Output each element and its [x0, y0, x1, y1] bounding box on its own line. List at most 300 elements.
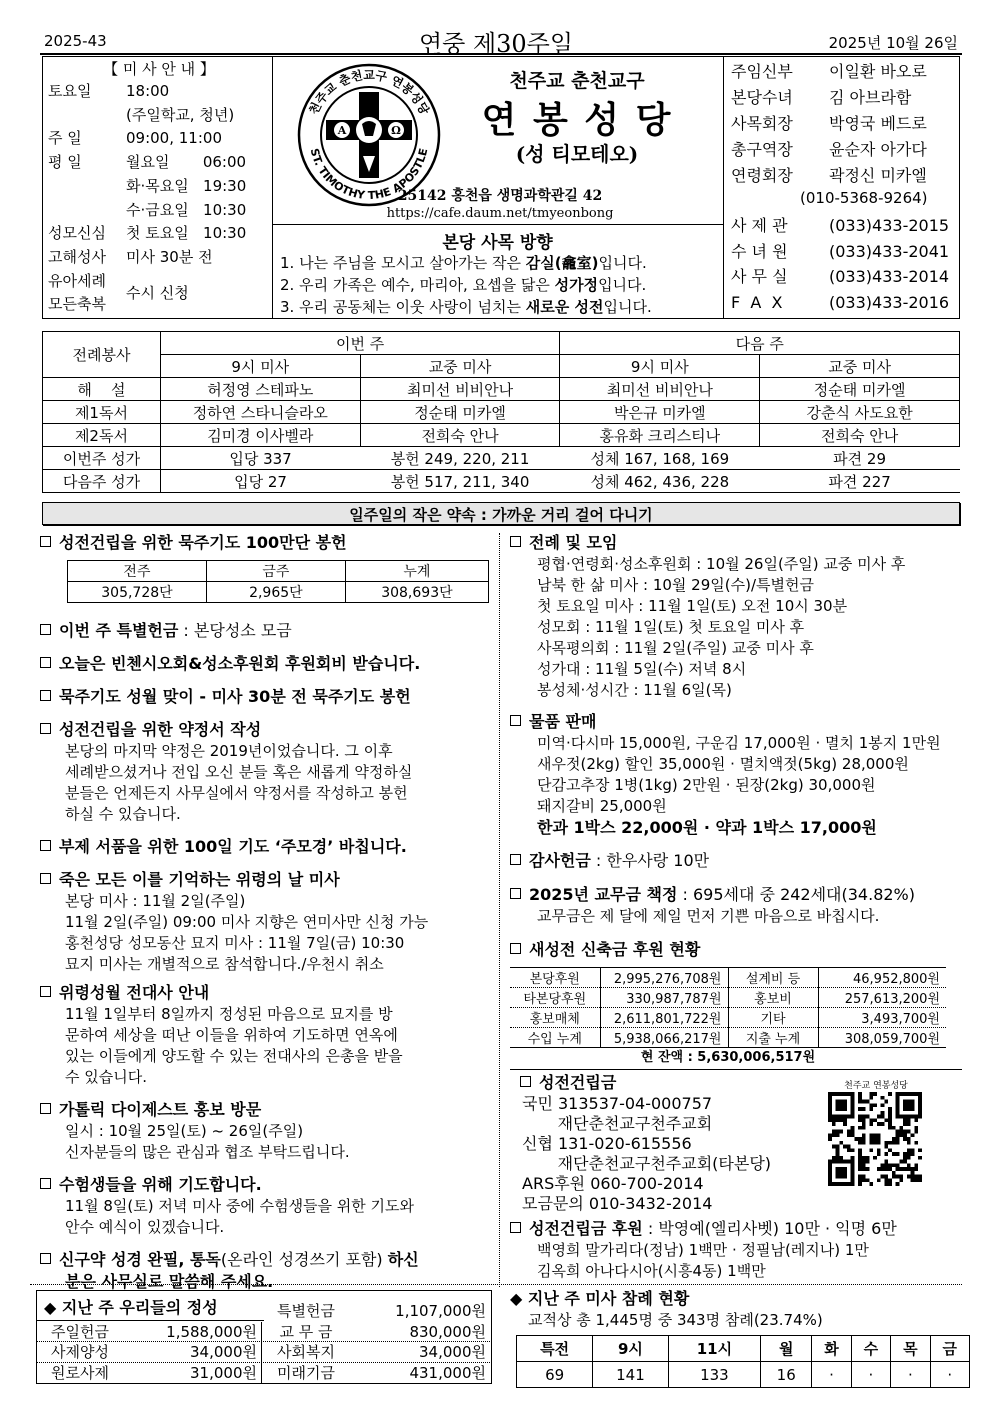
staff-name: 박영국 베드로 [829, 114, 927, 133]
mass-row-value: (주일학교, 청년) [126, 105, 235, 124]
qr-caption: 천주교 연봉성당 [844, 1081, 908, 1091]
mass-row-value: 첫 토요일 10:30 [126, 224, 247, 243]
parish-fee [510, 884, 962, 906]
liturgy-cell: 허정영 스테파노 [160, 378, 360, 401]
liturgy-table [42, 331, 960, 493]
fund-value: 2,611,801,722원 [600, 1008, 728, 1028]
checkbox-icon [40, 536, 51, 547]
liturgy-subhead: 9시 미사 [560, 355, 760, 378]
liturgy-cell: 전희숙 안나 [760, 424, 960, 447]
contact-row [731, 290, 957, 316]
students-body [40, 1196, 495, 1238]
fund-value: 2,995,276,708원 [600, 968, 728, 988]
direction-rule [272, 224, 723, 225]
contact-row [731, 239, 957, 265]
attendance-head: 11시 [668, 1336, 761, 1362]
direction-item [280, 274, 720, 296]
svg-text:A: A [337, 124, 347, 137]
fund-label: 홍보비 [728, 988, 818, 1008]
issue-date: 2025년 10월 26일 [828, 34, 958, 52]
fund-value: 5,938,066,217원 [600, 1028, 728, 1048]
attendance-value: 16 [761, 1362, 812, 1388]
offering-label: 미래기금 [277, 1363, 335, 1382]
offering-label: 원로사제 [51, 1363, 109, 1382]
mass-row [48, 80, 270, 104]
students-line: 11월 8일(토) 저녁 미사 중에 수험생들을 위한 기도와 [65, 1197, 415, 1215]
mass-row-value: 미사 30분 전 [126, 247, 213, 266]
goods-line: 새우젓(2kg) 할인 35,000원 · 멸치액젓(5kg) 28,000원 [537, 755, 909, 773]
mass-row-value: 월요일 06:00 [126, 153, 247, 172]
mass-guide-title: 【 미 사 안 내 】 [103, 60, 215, 78]
contact-list [731, 213, 957, 315]
fund-label: 본당후원 [510, 968, 600, 988]
rosary-value: 2,965단 [206, 582, 345, 603]
offering-value: 1,588,000원 [124, 1322, 262, 1342]
liturgy-cell: 정순태 미카엘 [760, 378, 960, 401]
liturgy-role: 제1독서 [43, 401, 161, 424]
offering-row [36, 1363, 492, 1384]
rosary-month-notice [40, 686, 495, 708]
mass-row-label [48, 104, 126, 128]
right-column [510, 532, 962, 1068]
contact-row [731, 213, 957, 239]
pledge-line: 분들은 언제든지 사무실에서 약정서를 작성하고 봉헌 [65, 784, 408, 802]
goods-body [510, 733, 962, 817]
rosary-title [40, 532, 495, 554]
account-line: 신협 131-020-615556 [522, 1134, 692, 1153]
meeting-line: 평협·연령회·성소후원회 : 10월 26일(주일) 교중 미사 후 [537, 555, 906, 573]
meeting-line: 성가대 : 11월 5일(수) 저녁 8시 [537, 660, 747, 678]
indulgence-line: 있는 이들에게 양도할 수 있는 전대사의 은총을 받을 [65, 1047, 403, 1065]
liturgy-cell: 최미선 비비안나 [560, 378, 760, 401]
meetings-title [510, 532, 962, 554]
vincent-notice [40, 653, 495, 675]
donation-section [510, 1218, 962, 1282]
offering-value: 34,000원 [419, 1343, 486, 1361]
bible-plain: (온라인 성경쓰기 포함) [220, 1250, 388, 1269]
attendance-head: 9시 [593, 1336, 668, 1362]
direction-pre: 3. 우리 공동체는 이웃 사랑이 넘치는 [280, 298, 526, 316]
contact-label: 사 무 실 [731, 267, 788, 286]
liturgy-subhead: 9시 미사 [160, 355, 360, 378]
info-divider-left [272, 56, 273, 319]
bible-line2: 분은 사무실로 말씀해 주세요. [65, 1272, 274, 1291]
account-line: ARS후원 060-700-2014 [522, 1174, 704, 1193]
contact-value: (033)433-2041 [829, 241, 950, 261]
liturgy-row [43, 424, 960, 447]
liturgy-cell: 정하연 스타니슬라오 [160, 401, 360, 424]
rosary-value: 305,728단 [68, 582, 207, 603]
direction-pre: 2. 우리 가족은 예수, 마리아, 요셉을 닮은 [280, 276, 555, 294]
mass-row [48, 151, 270, 175]
checkbox-icon [40, 1178, 51, 1189]
staff-row [731, 59, 957, 85]
fund-title [510, 939, 962, 961]
fund-row [510, 968, 946, 988]
mass-row-label: 토요일 [48, 82, 92, 100]
all-souls-body [40, 891, 495, 975]
students-title [40, 1174, 495, 1196]
mass-row-value: 화·목요일 19:30 [126, 176, 247, 195]
goods-title [510, 711, 962, 733]
all-souls-title [40, 869, 495, 891]
liturgy-cell: 전희숙 안나 [360, 424, 560, 447]
goods-line: 단감고추장 1병(1kg) 2만원 · 된장(2kg) 30,000원 [537, 776, 876, 794]
staff-role: 본당수녀 [731, 88, 793, 107]
offering-value [124, 1301, 262, 1322]
thanks-offering [510, 850, 962, 872]
goods-line: 미역·다시마 15,000원, 구운김 17,000원 · 멸치 1봉지 1만원 [537, 734, 941, 752]
thanks-detail: : 한우사랑 10만 [590, 851, 710, 870]
meetings-title-text: 전례 및 모임 [529, 533, 618, 552]
liturgy-subhead: 교중 미사 [760, 355, 960, 378]
hymn-cell: 입당 337 [160, 447, 360, 470]
pledge-title-text: 성전건립을 위한 약정서 작성 [59, 720, 262, 739]
fund-table [510, 967, 946, 1048]
mass-extra [48, 270, 270, 316]
hymn-cell: 파견 29 [760, 447, 960, 470]
staff-role: 총구역장 [731, 140, 793, 159]
mass-row [48, 104, 270, 128]
fund-label: 홍보매체 [510, 1008, 600, 1028]
account-section [520, 1072, 810, 1214]
staff-row [731, 137, 957, 163]
staff-row [731, 85, 957, 111]
attendance-section [510, 1288, 970, 1388]
offering-grid [36, 1301, 492, 1383]
qr-code[interactable] [828, 1092, 922, 1186]
liturgy-head-row [43, 332, 960, 355]
offering-value: 431,000원 [409, 1363, 486, 1382]
left-column [40, 532, 495, 1293]
fund-balance: 현 잔액 : 5,630,006,517원 [640, 1050, 816, 1065]
hymn-row [43, 447, 960, 470]
all-souls-line: 홍천성당 성모동산 묘지 미사 : 11월 7일(금) 10:30 [65, 934, 405, 952]
checkbox-icon [40, 657, 51, 668]
pledge-body [40, 741, 495, 825]
bible-notice [40, 1249, 495, 1271]
mass-row-value: 수·금요일 10:30 [126, 200, 247, 219]
staff-name: 김 아브라함 [829, 88, 912, 107]
fund-value: 330,987,787원 [600, 988, 728, 1008]
checkbox-icon [40, 986, 51, 997]
mass-extra-value: 수시 신청 [126, 283, 189, 302]
account-title-text: 성전건립금 [539, 1073, 617, 1092]
church-url[interactable]: https://cafe.daum.net/tmyeonbong [386, 206, 614, 221]
bottom-rule [30, 1284, 962, 1285]
attendance-value: 69 [517, 1362, 593, 1388]
staff-list [731, 59, 957, 189]
staff-phone: (010-5368-9264) [800, 189, 928, 207]
contact-value: (033)433-2014 [829, 267, 950, 286]
liturgy-cell: 정순태 미카엘 [360, 401, 560, 424]
indulgence-line: 11월 1일부터 8일까지 정성된 마음으로 묘지를 방 [65, 1005, 393, 1023]
offering-label: 사제양성 [51, 1343, 109, 1361]
account-line: 국민 313537-04-000757 [522, 1094, 713, 1113]
special-offering [40, 620, 495, 642]
meeting-line: 봉성체·성시간 : 11월 6일(목) [537, 681, 732, 699]
special-offering-title: 이번 주 특별헌금 [59, 621, 179, 640]
seal-top-text: 천주교 춘천교구 연봉성당 [306, 68, 432, 117]
goods-line: 돼지갈비 25,000원 [537, 797, 667, 815]
direction-bold: 성가정 [554, 276, 599, 294]
mass-row-value: 09:00, 11:00 [126, 129, 222, 148]
attendance-title [510, 1288, 970, 1310]
offering-value: 34,000원 [124, 1342, 262, 1362]
checkbox-icon [510, 1222, 521, 1233]
students-line: 안수 예식이 있겠습니다. [65, 1218, 225, 1236]
hymn-cell: 봉헌 517, 211, 340 [360, 470, 560, 493]
checkbox-icon [40, 624, 51, 635]
mass-row-label: 고해성사 [48, 247, 106, 266]
checkbox-icon [40, 723, 51, 734]
offering-label: 사회복지 [277, 1343, 335, 1361]
diamond-icon: ◆ [510, 1289, 523, 1308]
bible-bold: 신구약 성경 완필, 통독 [59, 1250, 221, 1269]
donation-line: 김옥희 아나다시아(시흥4동) 1백만 [537, 1262, 766, 1280]
attendance-title-text: 지난 주 미사 참례 현황 [527, 1289, 690, 1308]
church-patron: (성 티모테오) [515, 142, 639, 166]
staff-role: 사목회장 [731, 114, 793, 133]
direction-bold: 새로운 성전 [525, 298, 604, 316]
offering-row [36, 1301, 492, 1322]
mass-guide-rows [48, 80, 270, 270]
all-souls-title-text: 죽은 모든 이를 기억하는 위령의 날 미사 [59, 870, 340, 889]
staff-role: 연령회장 [731, 166, 793, 185]
meeting-line: 사목평의회 : 11월 2일(주일) 교중 미사 후 [537, 639, 814, 657]
contact-value: (033)433-2016 [829, 292, 950, 312]
checkbox-icon [510, 536, 521, 547]
direction-item [280, 296, 720, 318]
pledge-line: 세례받으셨거나 전입 오신 분들 혹은 새롭게 약정하실 [65, 763, 413, 781]
seal-bottom-text: ST. TIMOTHY THE APOSTLE [307, 147, 431, 203]
attendance-value: 133 [668, 1362, 761, 1388]
checkbox-icon [40, 690, 51, 701]
attendance-value: · [891, 1362, 930, 1388]
attendance-value-row [517, 1362, 970, 1388]
diamond-icon: ◆ [44, 1298, 57, 1317]
mass-row-label [48, 175, 126, 199]
attendance-value: · [851, 1362, 890, 1388]
donation-first-line: : 박영예(엘리사벳) 10만 · 익명 6만 [642, 1219, 897, 1238]
church-address: 25142 홍천읍 생명과학관길 42 [397, 188, 603, 204]
direction-post: 입니다. [598, 254, 647, 272]
account-body [520, 1094, 810, 1214]
fund-value: 308,059,700원 [818, 1028, 946, 1048]
liturgy-role: 해 설 [43, 378, 161, 401]
parish-fee-title: 2025년 교무금 책정 [529, 885, 678, 904]
contact-row [731, 264, 957, 290]
indulgence-line: 문하여 세상을 떠난 이들을 위하여 기도하면 연옥에 [65, 1026, 398, 1044]
prayer100-text: 부제 서품을 위한 100일 기도 ‘주모경’ 바칩니다. [59, 837, 407, 856]
mass-extra-label-1: 유아세례 [48, 271, 106, 290]
donation-title [510, 1218, 962, 1240]
digest-title-text: 가톨릭 다이제스트 홍보 방문 [59, 1100, 262, 1119]
attendance-value: · [930, 1362, 969, 1388]
offering-row [36, 1342, 492, 1363]
fund-title-text: 새성전 신축금 후원 현황 [529, 940, 701, 959]
staff-name: 곽정신 미카엘 [829, 166, 927, 185]
digest-line: 신자분들의 많은 관심과 협조 부탁드립니다. [65, 1143, 350, 1161]
offering-value: 830,000원 [409, 1322, 486, 1341]
mass-row-label: 주 일 [48, 129, 82, 148]
meeting-line: 첫 토요일 미사 : 11월 1일(토) 오전 10시 30분 [537, 597, 848, 615]
fund-row [510, 1028, 946, 1048]
contact-label: 수 녀 원 [731, 241, 788, 261]
rosary-head: 전주 [68, 561, 207, 582]
offering-label: 주일헌금 [51, 1322, 109, 1341]
fund-label: 지출 누계 [728, 1028, 818, 1048]
mass-row [48, 199, 270, 223]
direction-post: 입니다. [603, 298, 652, 316]
checkbox-icon [510, 943, 521, 954]
contact-value: (033)433-2015 [829, 216, 950, 235]
liturgy-cell: 김미경 이사벨라 [160, 424, 360, 447]
fund-label: 수입 누계 [510, 1028, 600, 1048]
direction-list [280, 252, 720, 318]
digest-line: 일시 : 10월 25일(토) ~ 26일(주일) [65, 1122, 304, 1140]
offering-row [36, 1322, 492, 1343]
vincent-text: 오늘은 빈첸시오회&성소후원회 후원회비 받습니다. [59, 654, 421, 673]
thanks-title: 감사헌금 [529, 851, 591, 870]
mass-row [48, 246, 270, 270]
liturgy-next-week: 다음 주 [560, 332, 960, 355]
liturgy-cell: 최미선 비비안나 [360, 378, 560, 401]
donation-body [510, 1240, 962, 1282]
checkbox-icon [40, 840, 51, 851]
attendance-value: · [812, 1362, 851, 1388]
contact-label: 사 제 관 [731, 216, 788, 235]
pledge-line: 본당의 마지막 약정은 2019년이었습니다. 그 이후 [65, 742, 393, 760]
parish-fee-line: 교무금은 제 달에 제일 먼저 기쁜 마음으로 바칩시다. [537, 907, 880, 925]
liturgy-cell: 홍유화 크리스티나 [560, 424, 760, 447]
liturgy-subhead-row [43, 355, 960, 378]
indulgence-title-text: 위령성월 전대사 안내 [59, 983, 210, 1002]
meeting-line: 남북 한 삶 미사 : 10월 29일(수)/특별헌금 [537, 576, 814, 594]
all-souls-line: 본당 미사 : 11월 2일(주일) [65, 892, 246, 910]
meetings-body [510, 554, 962, 701]
mass-row-value: 18:00 [126, 82, 170, 100]
direction-bold: 감실(龕室) [525, 254, 599, 272]
hymn-role: 이번주 성가 [43, 447, 161, 470]
contact-label: F A X [731, 292, 783, 312]
rosary-title-text: 성전건립을 위한 묵주기도 100만단 봉헌 [59, 533, 347, 552]
meeting-line: 성모회 : 11월 1일(토) 첫 토요일 미사 후 [537, 618, 805, 636]
mass-row [48, 222, 270, 246]
page-title: 연중 제30주일 [418, 30, 574, 58]
attendance-table [516, 1335, 970, 1388]
all-souls-line: 묘지 미사는 개별적으로 참석합니다./우천시 취소 [65, 955, 384, 973]
digest-body [40, 1121, 495, 1163]
hymn-cell: 입당 27 [160, 470, 360, 493]
donation-line: 백영희 말가리다(정남) 1백만 · 정필남(레지나) 1만 [537, 1241, 869, 1259]
rosary-table [67, 560, 489, 603]
staff-name: 이일환 바오로 [829, 62, 927, 81]
offering-label [36, 1301, 124, 1322]
direction-item [280, 252, 720, 274]
direction-title: 본당 사목 방향 [442, 233, 553, 253]
direction-post: 입니다. [598, 276, 647, 294]
rosary-month-text: 묵주기도 성월 맞이 - 미사 30분 전 묵주기도 봉헌 [59, 687, 411, 706]
staff-row [731, 163, 957, 189]
offering-title-text: 지난 주 우리들의 정성 [61, 1298, 218, 1317]
column-divider [499, 533, 500, 1287]
attendance-head: 화 [812, 1336, 851, 1362]
offering-label: 교 무 금 [279, 1322, 333, 1341]
offering-label: 특별헌금 [277, 1302, 335, 1320]
rosary-head: 누계 [345, 561, 488, 582]
promise-text: 일주일의 작은 약속 : 가까운 거리 걸어 다니기 [349, 506, 653, 524]
attendance-head: 수 [851, 1336, 890, 1362]
liturgy-row [43, 378, 960, 401]
checkbox-icon [40, 873, 51, 884]
fund-label: 타본당후원 [510, 988, 600, 1008]
direction-pre: 1. 나는 주님을 모시고 살아가는 작은 [280, 254, 526, 272]
account-line: 재단춘천교구천주교회 [522, 1114, 713, 1133]
church-name: 연 봉 성 당 [481, 99, 673, 141]
checkbox-icon [510, 888, 521, 899]
prayer100-notice [40, 836, 495, 858]
hymn-role: 다음주 성가 [43, 470, 161, 493]
special-offering-detail: : 본당성소 모금 [178, 621, 292, 640]
hymn-cell: 파견 227 [760, 470, 960, 493]
fund-row [510, 1008, 946, 1028]
goods-title-text: 물품 판매 [529, 712, 597, 731]
rosary-head: 금주 [206, 561, 345, 582]
info-divider-right [723, 56, 724, 319]
fund-value: 3,493,700원 [818, 1008, 946, 1028]
mass-row-label: 성모신심 [48, 224, 106, 243]
attendance-value: 141 [593, 1362, 668, 1388]
staff-role: 주임신부 [731, 62, 793, 81]
checkbox-icon [510, 854, 521, 865]
digest-title [40, 1099, 495, 1121]
fund-label: 설계비 등 [728, 968, 818, 988]
liturgy-this-week: 이번 주 [160, 332, 560, 355]
mass-extra-label-2: 모든축복 [48, 294, 106, 313]
liturgy-subhead: 교중 미사 [360, 355, 560, 378]
goods-bold-line: 한과 1박스 22,000원 · 약과 1박스 17,000원 [537, 818, 877, 837]
all-souls-line: 11월 2일(주일) 09:00 미사 지향은 연미사만 신청 가능 [65, 913, 429, 931]
indulgence-title [40, 982, 495, 1004]
bible-bold2: 하신 [387, 1250, 419, 1269]
svg-text:Ω: Ω [391, 124, 401, 137]
mass-row [48, 175, 270, 199]
staff-row [731, 111, 957, 137]
attendance-head: 금 [930, 1336, 969, 1362]
pledge-line: 하실 수 있습니다. [65, 805, 181, 823]
fund-row [510, 988, 946, 1008]
fund-value: 257,613,200원 [818, 988, 946, 1008]
attendance-summary: 교적상 총 1,445명 중 343명 참례(23.74%) [528, 1311, 823, 1329]
rosary-value: 308,693단 [345, 582, 488, 603]
liturgy-cell: 박은규 미카엘 [560, 401, 760, 424]
fund-value: 46,952,800원 [818, 968, 946, 988]
hymn-cell: 성체 462, 436, 228 [560, 470, 760, 493]
issue-number: 2025-43 [44, 32, 107, 50]
checkbox-icon [510, 715, 521, 726]
attendance-head: 특전 [517, 1336, 593, 1362]
liturgy-corner: 전례봉사 [43, 332, 161, 378]
attendance-head: 월 [761, 1336, 812, 1362]
header-rule [40, 53, 962, 55]
checkbox-icon [520, 1076, 531, 1087]
indulgence-body [40, 1004, 495, 1088]
mass-row-label: 평 일 [48, 153, 82, 172]
account-title [520, 1072, 810, 1094]
offering-value: 31,000원 [124, 1363, 262, 1384]
checkbox-icon [40, 1103, 51, 1114]
